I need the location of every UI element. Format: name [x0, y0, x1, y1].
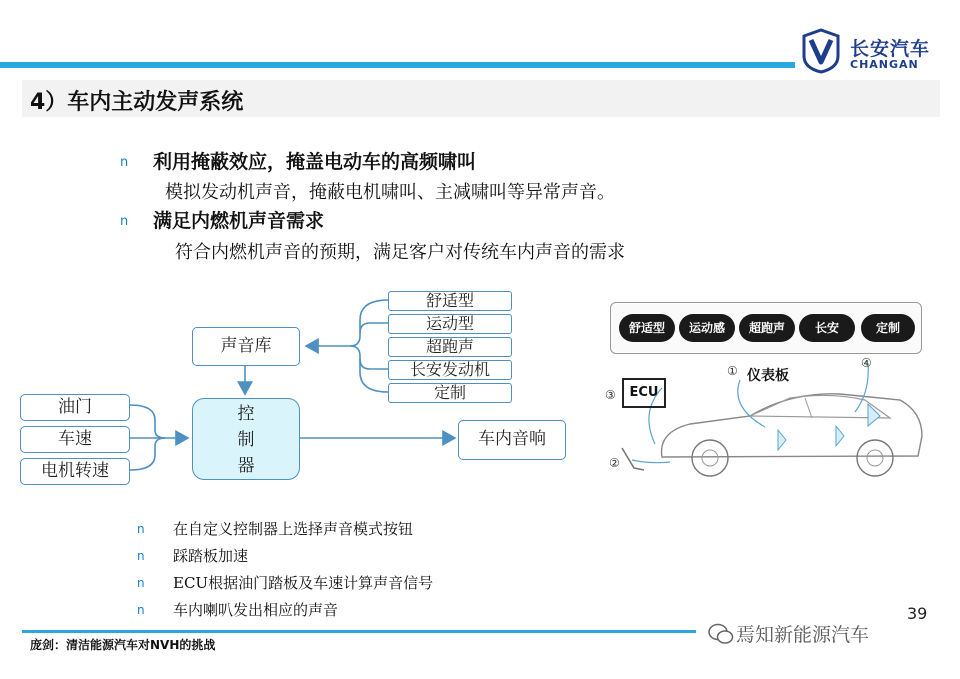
bullet-detail: 模拟发动机声音，掩蔽电机啸叫、主减啸叫等异常声音。: [165, 182, 615, 203]
wechat-icon: [708, 622, 734, 646]
page-title: 4）车内主动发声系统: [30, 90, 244, 115]
logo-text-cn: 长安汽车: [850, 38, 931, 60]
dashboard-label: 仪表板: [747, 368, 789, 384]
mode-option-box: 长安发动机: [388, 360, 512, 380]
step-marker: n: [137, 576, 145, 590]
marker-4: ④: [861, 356, 872, 370]
mode-button-panel: [610, 302, 922, 354]
mode-button: 定制: [861, 314, 915, 342]
input-box: 油门: [20, 394, 130, 421]
footer-citation: 庞剑：清洁能源汽车对NVH的挑战: [30, 638, 216, 652]
mode-option-box: 运动型: [388, 314, 512, 334]
step-marker: n: [137, 603, 145, 617]
controller-label-3: 器: [237, 456, 255, 476]
bullet-marker: n: [120, 155, 129, 170]
bullet-detail: 符合内燃机声音的预期，满足客户对传统车内声音的需求: [175, 242, 625, 263]
mode-button: 舒适型: [619, 314, 675, 342]
logo-text-en: CHANGAN: [850, 58, 919, 71]
mode-option-box: 舒适型: [388, 291, 512, 311]
mode-option-box: 超跑声: [388, 337, 512, 357]
marker-3: ③: [605, 388, 616, 402]
mode-option-box: 定制: [388, 383, 512, 403]
marker-2: ②: [609, 456, 620, 470]
bullet-marker: n: [120, 214, 129, 229]
step-text: 车内喇叭发出相应的声音: [173, 601, 339, 619]
controller-label-2: 制: [237, 430, 255, 450]
step-text: ECU根据油门踏板及车速计算声音信号: [173, 574, 434, 592]
input-box: 车速: [20, 426, 130, 453]
sound-library-box: 声音库: [192, 327, 300, 366]
controller-box: [192, 398, 300, 480]
input-box: 电机转速: [20, 458, 130, 485]
ecu-label: ECU: [622, 378, 666, 408]
step-marker: n: [137, 522, 145, 536]
watermark-text: 焉知新能源汽车: [736, 624, 870, 646]
step-marker: n: [137, 549, 145, 563]
bullet-heading: 满足内燃机声音需求: [153, 210, 325, 232]
mode-button: 长安: [799, 314, 855, 342]
output-speaker-box: 车内音响: [458, 420, 566, 460]
page-number: 39: [907, 604, 928, 623]
mode-button: 超跑声: [739, 314, 795, 342]
marker-1: ①: [727, 364, 738, 378]
footer-accent-bar: [22, 630, 696, 633]
bullet-heading: 利用掩蔽效应，掩盖电动车的高频啸叫: [153, 151, 477, 173]
controller-label-1: 控: [237, 404, 255, 424]
step-text: 踩踏板加速: [173, 547, 249, 565]
step-text: 在自定义控制器上选择声音模式按钮: [173, 520, 414, 538]
mode-button: 运动感: [679, 314, 735, 342]
